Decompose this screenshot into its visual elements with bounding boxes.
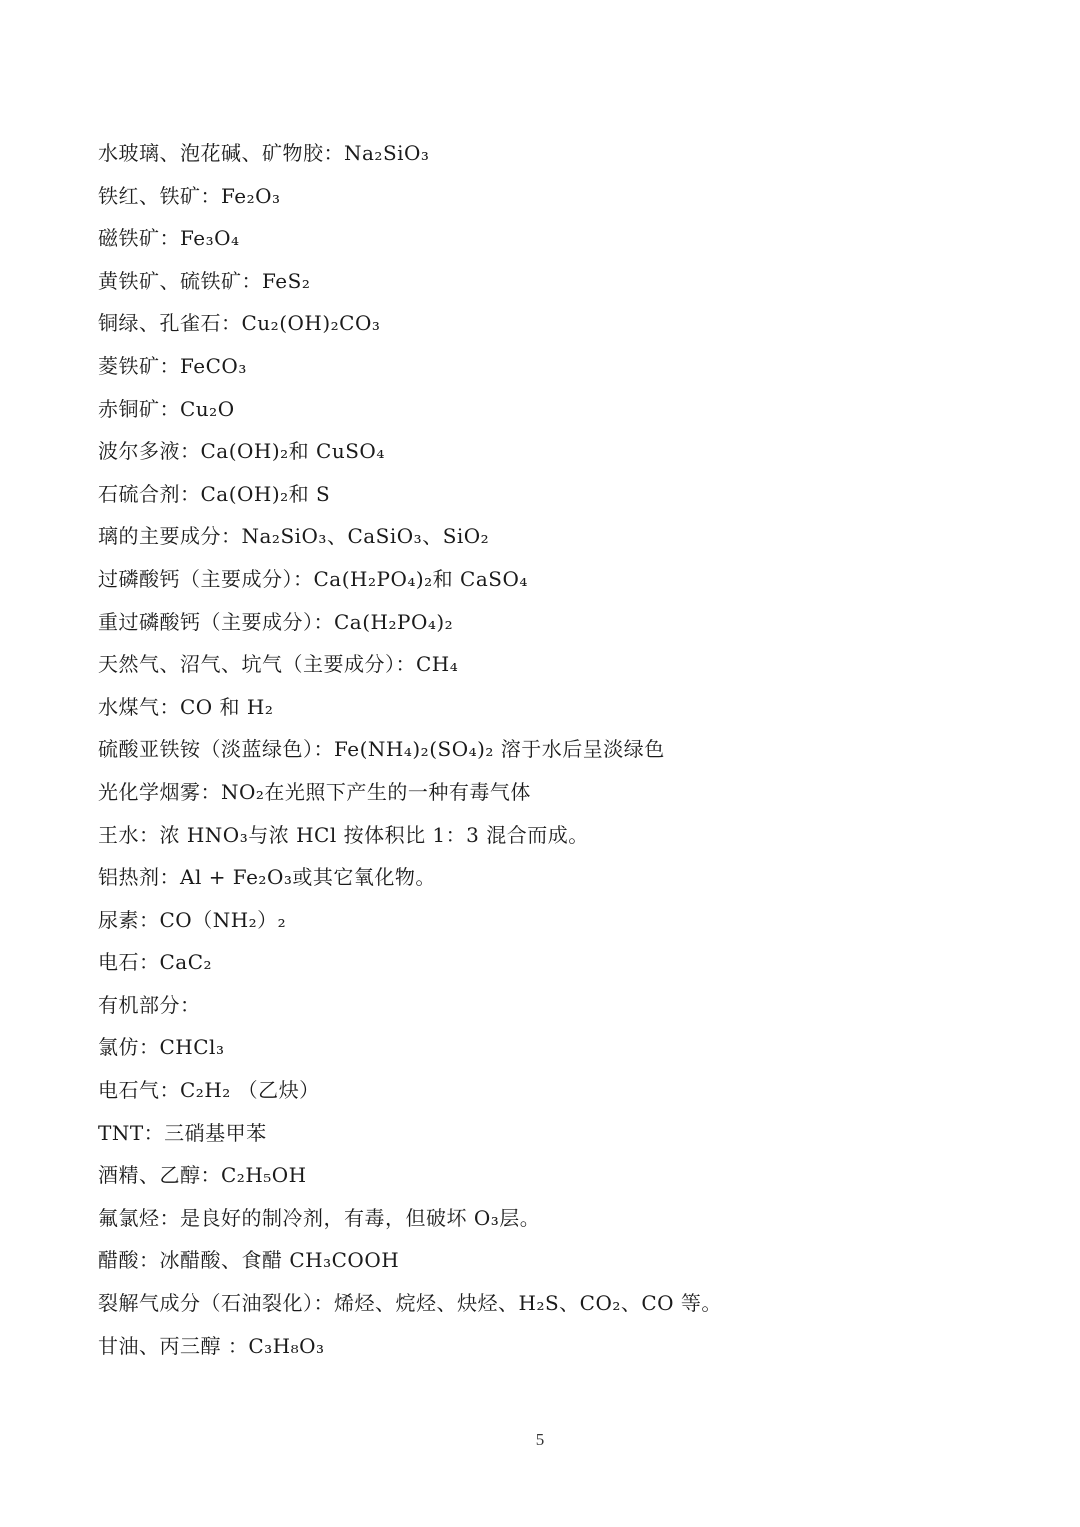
text-line: 波尔多液：Ca(OH)₂和 CuSO₄ [98,439,385,464]
text-line: TNT：三硝基甲苯 [98,1120,267,1145]
text-line: 铁红、铁矿：Fe₂O₃ [98,183,281,208]
text-line: 醋酸：冰醋酸、食醋 CH₃COOH [98,1248,400,1273]
text-line: 铜绿、孔雀石：Cu₂(OH)₂CO₃ [98,311,381,336]
section-heading: 有机部分： [98,992,201,1017]
text-line: 裂解气成分（石油裂化）：烯烃、烷烃、炔烃、H₂S、CO₂、CO 等。 [98,1291,722,1316]
text-line: 尿素：CO（NH₂）₂ [98,907,287,932]
text-line: 赤铜矿：Cu₂O [98,396,235,421]
text-line: 水煤气：CO 和 H₂ [98,694,274,719]
text-line: 电石气：C₂H₂ （乙炔） [98,1078,320,1103]
text-line: 水玻璃、泡花碱、矿物胶：Na₂SiO₃ [98,141,430,165]
text-line: 璃的主要成分：Na₂SiO₃、CaSiO₃、SiO₂ [98,524,490,549]
text-line: 磁铁矿：Fe₃O₄ [98,226,240,251]
text-line: 天然气、沼气、坑气（主要成分）：CH₄ [98,652,459,677]
text-line: 电石：CaC₂ [98,950,213,975]
text-line: 王水：浓 HNO₃与浓 HCl 按体积比 1：3 混合而成。 [98,822,589,847]
text-line: 硫酸亚铁铵（淡蓝绿色）：Fe(NH₄)₂(SO₄)₂ 溶于水后呈淡绿色 [98,737,665,762]
text-line: 光化学烟雾：NO₂在光照下产生的一种有毒气体 [98,779,531,804]
text-line: 氯仿：CHCl₃ [98,1035,225,1060]
text-line: 菱铁矿：FeCO₃ [98,353,247,378]
page-number: 5 [535,1430,545,1449]
text-body [98,132,998,1367]
text-line: 过磷酸钙（主要成分）：Ca(H₂PO₄)₂和 CaSO₄ [98,566,528,591]
text-line: 石硫合剂：Ca(OH)₂和 S [98,481,331,506]
text-line: 铝热剂：Al + Fe₂O₃或其它氧化物。 [98,865,436,890]
text-line: 黄铁矿、硫铁矿：FeS₂ [98,268,311,293]
text-line: 酒精、乙醇：C₂H₅OH [98,1163,307,1188]
text-line: 氟氯烃：是良好的制冷剂，有毒，但破坏 O₃层。 [98,1205,541,1230]
text-line: 重过磷酸钙（主要成分）：Ca(H₂PO₄)₂ [98,609,454,634]
text-line: 甘油、丙三醇 ：C₃H₈O₃ [98,1333,325,1358]
